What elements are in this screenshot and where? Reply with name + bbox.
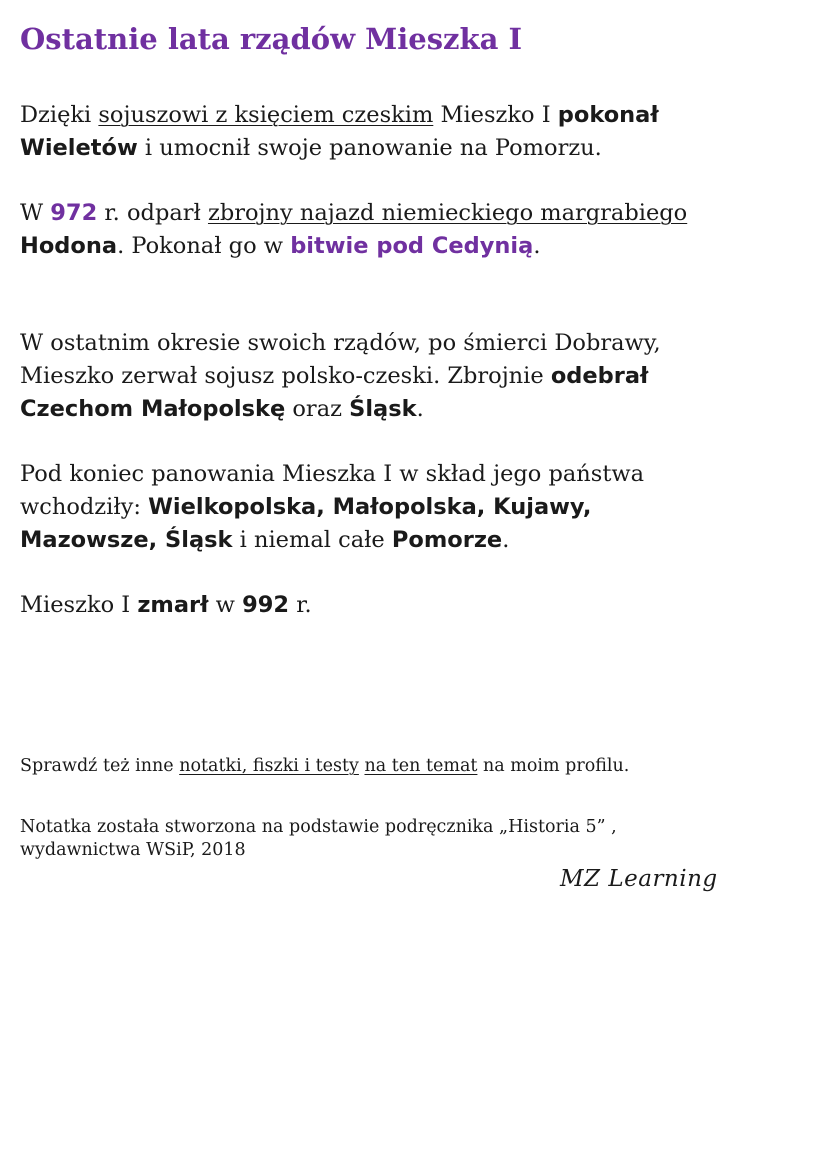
paragraph-death: Mieszko I zmarł w 992 r. [20,592,312,618]
paragraph-last-years: W ostatnim okresie swoich rządów, po śmierci Dobrawy, Mieszko zerwał sojusz polsko-czeski. Zbrojnie odebrał Czechom Małopolskę oraz Śląsk. [20,330,661,422]
topic-link[interactable]: na ten temat [364,756,478,776]
paragraph-972: W 972 r. odparł zbrojny najazd niemieckiego margrabiego Hodona. Pokonał go w bitwie pod Cedynią. [20,200,688,259]
profile-note: Sprawdź też inne notatki, fiszki i testy na ten temat na moim profilu. [20,756,630,776]
year-972: 972 [50,200,98,226]
invasion-link: zbrojny najazd niemieckiego margrabiego [207,200,688,226]
paragraph-alliance: Dzięki sojuszowi z księciem czeskim Mieszko I pokonał Wieletów i umocnił swoje panowanie na Pomorzu. [20,102,659,161]
signature: MZ Learning [560,866,718,892]
battle-cedynia: bitwie pod Cedynią [290,233,534,259]
notes-link[interactable]: notatki, fiszki i testy [179,756,359,776]
alliance-link: sojuszowi z księciem czeskim [98,102,434,128]
source-note: Notatka została stworzona na podstawie podręcznika „Historia 5” , wydawnictwa WSiP, 2018 [20,817,617,860]
page-title: Ostatnie lata rządów Mieszka I [20,22,523,56]
paragraph-territory: Pod koniec panowania Mieszka I w skład jego państwa wchodziły: Wielkopolska, Małopolska, Kujawy, Mazowsze, Śląsk i niemal całe Pomorze. [20,461,645,553]
